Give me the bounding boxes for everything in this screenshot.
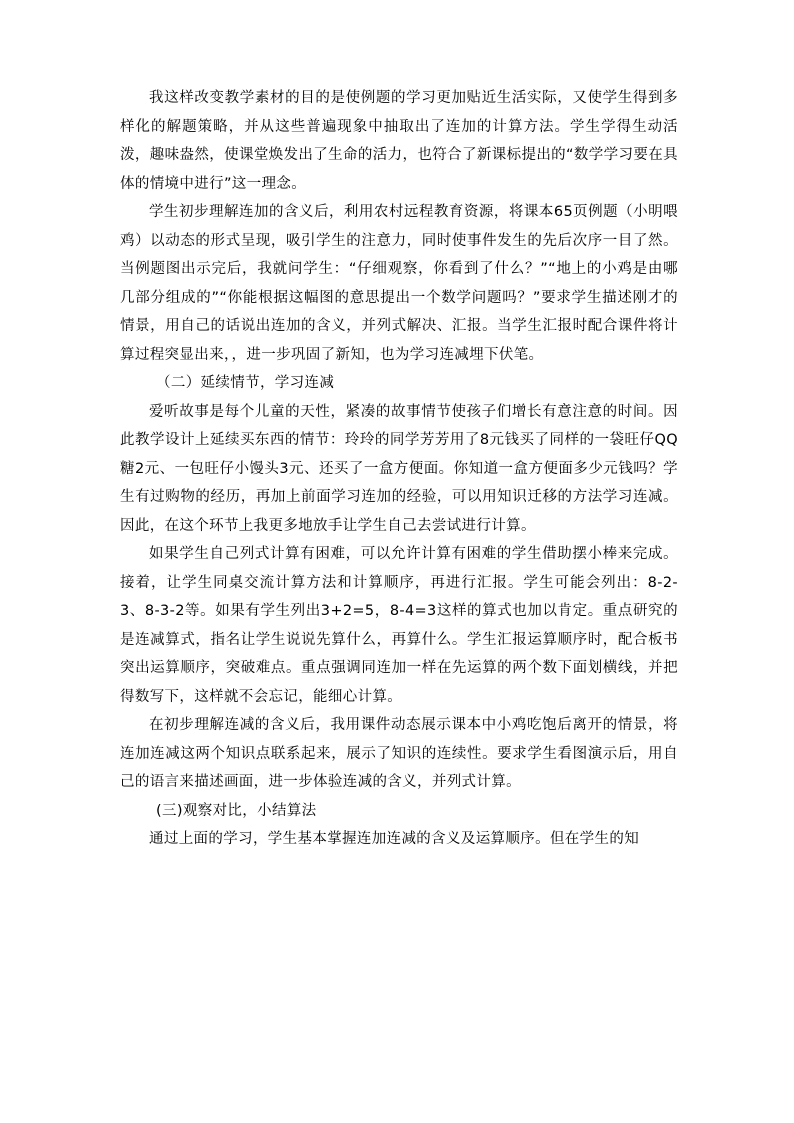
document-body xyxy=(120,84,678,854)
paragraph-teaching-material-purpose: 我这样改变教学素材的目的是使例题的学习更加贴近生活实际，又使学生得到多样化的解题策略，并从这些普遍现象中抽取出了连加的计算方法。学生学得生动活泼，趣味盎然，使课堂焕发出了生命的活力，也符合了新课标提出的“数学学习要在具体的情境中进行”这一理念。 xyxy=(120,90,678,192)
paragraph-student-calculation: 如果学生自己列式计算有困难，可以允许计算有困难的学生借助摆小棒来完成。接着，让学生同桌交流计算方法和计算顺序，再进行汇报。学生可能会列出：8-2-3、8-3-2等。如果有学生列出3+2=5，8-4=3这样的算式也加以肯定。重点研究的是连减算式，指名让学生说说先算什么，再算什么。学生汇报运算顺序时，配合板书突出运算顺序，突破难点。重点强调同连加一样在先运算的两个数下面划横线，并把得数写下，这样就不会忘记，能细心计算。 xyxy=(120,546,678,705)
section-heading-continue-plot: （二）延续情节，学习连减 xyxy=(156,375,335,391)
paragraph-understanding-subtraction: 在初步理解连减的含义后，我用课件动态展示课本中小鸡吃饱后离开的情景，将连加连减这两个知识点联系起来，展示了知识的连续性。要求学生看图演示后，用自己的语言来描述画面，进一步体验连减的含义，并列式计算。 xyxy=(120,717,678,790)
paragraph-summary: 通过上面的学习，学生基本掌握连加连减的含义及运算顺序。但在学生的知 xyxy=(149,831,640,847)
paragraph-understanding-addition: 学生初步理解连加的含义后，利用农村远程教育资源，将课本65页例题（小明喂鸡）以动态的形式呈现，吸引学生的注意力，同时使事件发生的先后次序一目了然。当例题图出示完后，我就问学生：“仔细观察，你看到了什么？”“地上的小鸡是由哪几部分组成的”“你能根据这幅图的意思提出一个数学问题吗？”要求学生描述刚才的情景，用自己的话说出连加的含义，并列式解决、汇报。当学生汇报时配合课件将计算过程突显出来，，进一步巩固了新知，也为学习连减埋下伏笔。 xyxy=(120,204,678,363)
paragraph-story-shopping: 爱听故事是每个儿童的天性，紧凑的故事情节使孩子们增长有意注意的时间。因此教学设计上延续买东西的情节：玲玲的同学芳芳用了8元钱买了同样的一袋旺仔QQ糖2元、一包旺仔小馒头3元、还买了一盒方便面。你知道一盒方便面多少元钱吗？学生有过购物的经历，再加上前面学习连加的经验，可以用知识迁移的方法学习连减。因此，在这个环节上我更多地放手让学生自己去尝试进行计算。 xyxy=(120,403,678,534)
section-heading-observe-compare: (三)观察对比，小结算法 xyxy=(156,802,317,819)
